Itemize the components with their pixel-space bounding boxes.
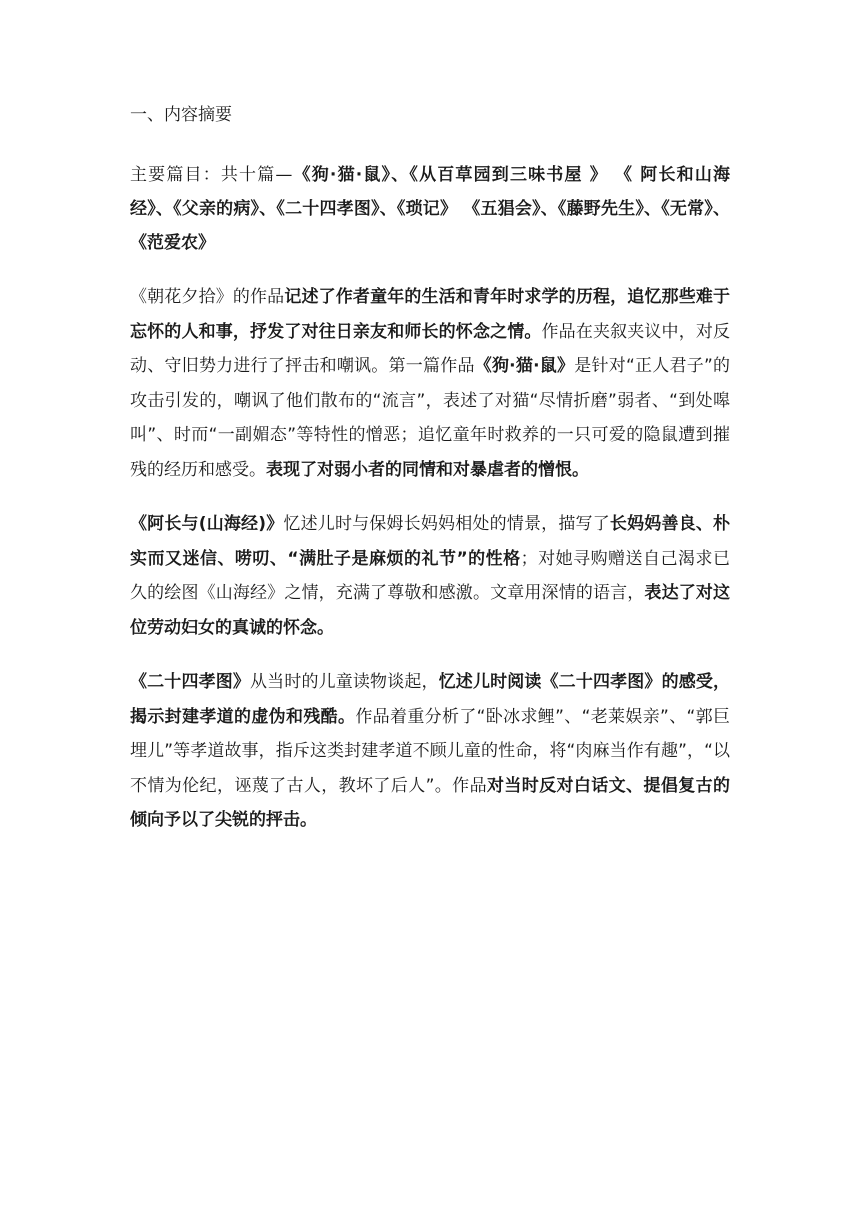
bold-text-run: 表达了对这位劳动妇女的真诚的怀念。 xyxy=(130,583,731,638)
text-run: 从当时的儿童读物谈起， xyxy=(250,672,439,692)
paragraph-overview xyxy=(130,280,730,487)
paragraph-twenty-four-filial xyxy=(130,665,730,838)
text-run: ；对她寻购赠送自己渴求已久的绘图《山海经》之情，充满了尊敬和感激。文章用深情的语言， xyxy=(130,548,730,603)
text-run: 作品在夹叙夹议中，对反动、守旧势力进行了抨击和嘲讽。第一篇作品 xyxy=(130,321,731,376)
paragraph-a-chang xyxy=(130,507,730,645)
text-run: 主要篇目：共十篇— xyxy=(130,165,293,185)
bold-text-run: 《狗·猫·鼠》 xyxy=(474,356,575,376)
text-run: 作品着重分析了“卧冰求鲤”、“老莱娱亲”、“郭巨埋儿”等孝道故事，指斥这类封建孝道不顾儿童的性命，将“肉麻当作有趣”，“以不情为伦纪，诬蔑了古人，教坏了后人”。作品 xyxy=(130,706,730,796)
bold-text-run: 《阿长与(山海经)》 xyxy=(130,514,284,534)
text-run: 忆述儿时与保姆长妈妈相处的情景，描写了 xyxy=(283,514,610,534)
bold-text-run: 长妈妈善良、朴实而又迷信、唠叨、“满肚子是麻烦的礼节”的性格 xyxy=(130,514,731,569)
bold-text-run: 忆述儿时阅读《二十四孝图》的感受，揭示封建孝道的虚伪和残酷。 xyxy=(130,672,731,727)
bold-text-run: 记述了作者童年的生活和青年时求学的历程，追忆那些难于忘怀的人和事，抒发了对往日亲友和师长的怀念之情。 xyxy=(130,287,731,342)
bold-text-run: 《狗·猫·鼠》、《从百草园到三味书屋 》 《 阿长和山海经》、《父亲的病》、《二十四孝图》、《琐记》 《五猖会》、《藤野先生》、《无常》、《范爱农》 xyxy=(130,165,730,253)
text-run: 是针对“正人君子”的攻击引发的，嘲讽了他们散布的“流言”，表述了对猫“尽情折磨”弱者、“到处嗥叫”、时而“一副媚态”等特性的憎恶；追忆童年时救养的一只可爱的隐鼠遭到摧残的经历和感受。 xyxy=(130,356,730,480)
text-run: 《朝花夕拾》的作品 xyxy=(130,287,285,307)
document-page xyxy=(130,98,730,858)
bold-text-run: 表现了对弱小者的同情和对暴虐者的憎恨。 xyxy=(266,459,589,480)
section-heading: 一、内容摘要 xyxy=(130,105,232,125)
bold-text-run: 《二十四孝图》 xyxy=(130,672,251,692)
bold-text-run: 对当时反对白话文、提倡复古的倾向予以了尖锐的抨击。 xyxy=(130,775,730,830)
paragraph-main-titles xyxy=(130,158,730,260)
